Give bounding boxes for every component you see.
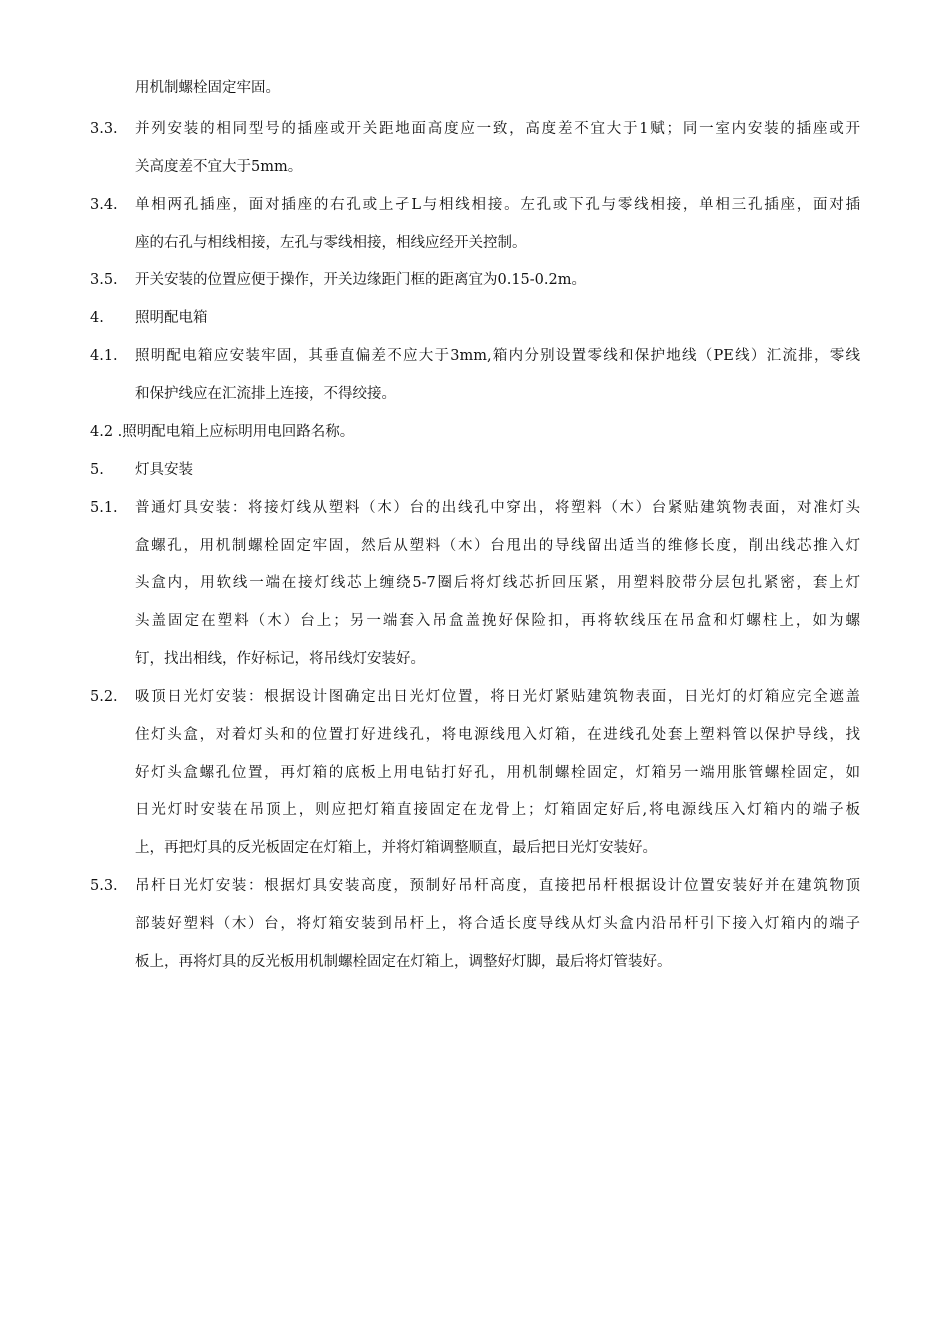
paragraph-line: 座的右孔与相线相接，左孔与零线相接，相线应经开关控制。 [135,235,527,251]
clause-number: 4.1. [90,348,118,364]
clause-number: 3.5. [90,272,118,288]
paragraph-line: 单相两孔插座，面对插座的右孔或上孑L与相线相接。左孔或下孔与零线相接，单相三孔插座，面对插 [135,197,860,213]
section-number: 5. [90,462,104,478]
paragraph-line: 关高度差不宜大于5mm。 [135,159,303,175]
paragraph-line: 住灯头盒，对着灯头和的位置打好进线孔，将电源线甩入灯箱，在进线孔处套上塑料管以保护导线，找 [135,727,860,743]
paragraph-line: 吸顶日光灯安装：根据设计图确定出日光灯位置，将日光灯紧贴建筑物表面，日光灯的灯箱应完全遮盖 [135,689,860,705]
paragraph-line: 盒螺孔，用机制螺栓固定牢固，然后从塑料（木）台甩出的导线留出适当的维修长度，削出线芯推入灯 [135,538,860,554]
paragraph-line: 照明配电箱应安装牢固，其垂直偏差不应大于3mm,箱内分别设置零线和保护地线（PE线）汇流排，零线 [135,348,860,364]
paragraph-line: 头盒内，用软线一端在接灯线芯上缠绕5-7圈后将灯线芯折回压紧，用塑料胶带分层包扎紧密，套上灯 [135,575,860,591]
paragraph-line: 板上，再将灯具的反光板用机制螺栓固定在灯箱上，调整好灯脚，最后将灯管装好。 [135,954,672,970]
clause-line: 4.2 .照明配电箱上应标明用电回路名称。 [90,424,355,440]
paragraph-line: 普通灯具安装：将接灯线从塑料（木）台的出线孔中穿出，将塑料（木）台紧贴建筑物表面，对准灯头 [135,500,860,516]
clause-number: 3.4. [90,197,118,213]
paragraph-line: 钉，找出相线，作好标记，将吊线灯安装好。 [135,651,425,667]
clause-number: 3.3. [90,121,118,137]
section-number: 4. [90,310,104,326]
clause-number: 5.1. [90,500,118,516]
paragraph-line: 和保护线应在汇流排上连接，不得绞接。 [135,386,396,402]
paragraph-line: 上，再把灯具的反光板固定在灯箱上，并将灯箱调整顺直，最后把日光灯安装好。 [135,840,657,856]
paragraph-line: 部装好塑料（木）台，将灯箱安装到吊杆上，将合适长度导线从灯头盒内沿吊杆引下接入灯箱内的端子 [135,916,860,932]
section-heading: 灯具安装 [135,462,193,478]
clause-number: 5.3. [90,878,118,894]
paragraph-line: 吊杆日光灯安装：根据灯具安装高度，预制好吊杆高度，直接把吊杆根据设计位置安装好并在建筑物顶 [135,878,860,894]
clause-number: 5.2. [90,689,118,705]
paragraph-line: 头盖固定在塑料（木）台上；另一端套入吊盒盖挽好保险扣，再将软线压在吊盒和灯螺柱上，如为螺 [135,613,860,629]
paragraph-line: 并列安装的相同型号的插座或开关距地面高度应一致，高度差不宜大于1赋；同一室内安装的插座或开 [135,121,860,137]
paragraph-line: 用机制螺栓固定牢固。 [135,80,280,96]
paragraph-line: 好灯头盒螺孔位置，再灯箱的底板上用电钻打好孔，用机制螺栓固定，灯箱另一端用胀管螺栓固定，如 [135,765,860,781]
section-heading: 照明配电箱 [135,310,208,326]
paragraph-line: 日光灯时安装在吊顶上，则应把灯箱直接固定在龙骨上；灯箱固定好后,将电源线压入灯箱内的端子板 [135,802,860,818]
paragraph-line: 开关安装的位置应便于操作，开关边缘距门框的距离宜为0.15-0.2m。 [135,272,586,288]
